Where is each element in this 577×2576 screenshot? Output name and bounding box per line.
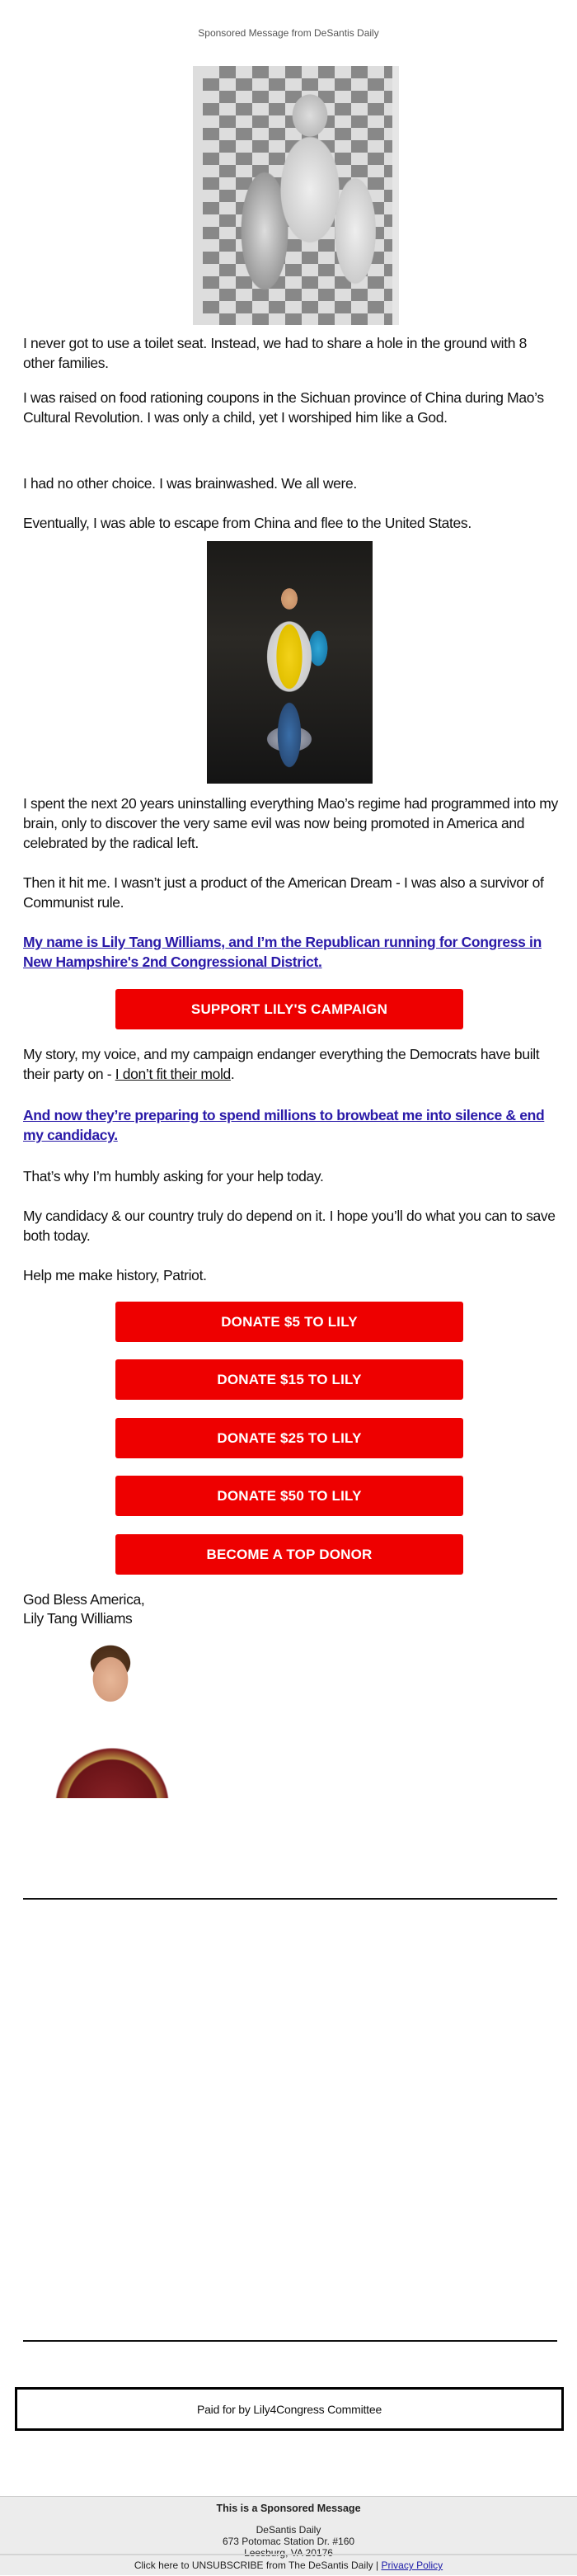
paragraph: My candidacy & our country truly do depend on it. I hope you’ll do what you can to save both today. — [23, 1208, 556, 1244]
divider — [23, 1898, 557, 1900]
donate-15-button[interactable]: DONATE $15 TO LILY — [115, 1359, 463, 1400]
candidate-link[interactable]: My name is Lily Tang Williams, and I’m the Republican running for Congress in New Hampshire's 2nd Congressional District. — [23, 934, 542, 970]
signoff-name: Lily Tang Williams — [23, 1610, 133, 1627]
footer-links — [0, 2554, 577, 2576]
sponsored-header: Sponsored Message from DeSantis Daily — [198, 27, 379, 39]
donate-50-button[interactable]: DONATE $50 TO LILY — [115, 1476, 463, 1516]
paragraph: I never got to use a toilet seat. Instead, we had to share a hole in the ground with 8 other families. — [23, 335, 528, 371]
signoff-greeting: God Bless America, — [23, 1591, 145, 1608]
separator: | — [373, 2560, 382, 2571]
donate-5-button[interactable]: DONATE $5 TO LILY — [115, 1302, 463, 1342]
paragraph: I had no other choice. I was brainwashed. We all were. — [23, 475, 357, 492]
paragraph: Help me make history, Patriot. — [23, 1267, 207, 1283]
paragraph: Then it hit me. I wasn’t just a product of the American Dream - I was also a survivor of Communist rule. — [23, 874, 544, 911]
airport-photo — [207, 541, 373, 784]
privacy-policy-link[interactable]: Privacy Policy — [381, 2560, 443, 2571]
browbeat-link[interactable]: And now they’re preparing to spend millions to browbeat me into silence & end my candidacy. — [23, 1107, 545, 1143]
paragraph: Eventually, I was able to escape from China and flee to the United States. — [23, 515, 471, 531]
paragraph: I was raised on food rationing coupons in the Sichuan province of China during Mao’s Cultural Revolution. I was only a child, yet I worshiped him like a God. — [23, 389, 544, 426]
unsubscribe-link[interactable]: Click here to UNSUBSCRIBE from The DeSantis Daily — [134, 2560, 373, 2571]
paragraph: I spent the next 20 years uninstalling everything Mao’s regime had programmed into my brain, only to discover the very same evil was now being promoted in America and celebrated by the radical left. — [23, 795, 558, 851]
donate-25-button[interactable]: DONATE $25 TO LILY — [115, 1418, 463, 1458]
candidate-portrait — [43, 1640, 181, 1798]
underlined-text: I don’t fit their mold — [115, 1066, 231, 1082]
signoff — [23, 1590, 559, 1628]
paragraph: That’s why I’m humbly asking for your help today. — [23, 1168, 324, 1184]
footer-org: DeSantis Daily — [256, 2524, 321, 2536]
paid-for-box: Paid for by Lily4Congress Committee — [15, 2387, 564, 2431]
paragraph-text: . — [230, 1066, 235, 1082]
top-donor-button[interactable]: BECOME A TOP DONOR — [115, 1534, 463, 1575]
family-photo — [193, 66, 399, 325]
paragraph-text: My story, my voice, and my campaign endanger everything the Democrats have built their party on - — [23, 1046, 540, 1082]
footer — [0, 2496, 577, 2575]
footer-title: This is a Sponsored Message — [216, 2503, 361, 2514]
footer-address-line: 673 Potomac Station Dr. #160 — [222, 2536, 355, 2547]
paragraph — [23, 1044, 559, 1084]
support-campaign-button[interactable]: SUPPORT LILY'S CAMPAIGN — [115, 989, 463, 1029]
divider — [23, 2340, 557, 2342]
footer-address-line: Leesburg, VA 20176 — [244, 2547, 333, 2559]
